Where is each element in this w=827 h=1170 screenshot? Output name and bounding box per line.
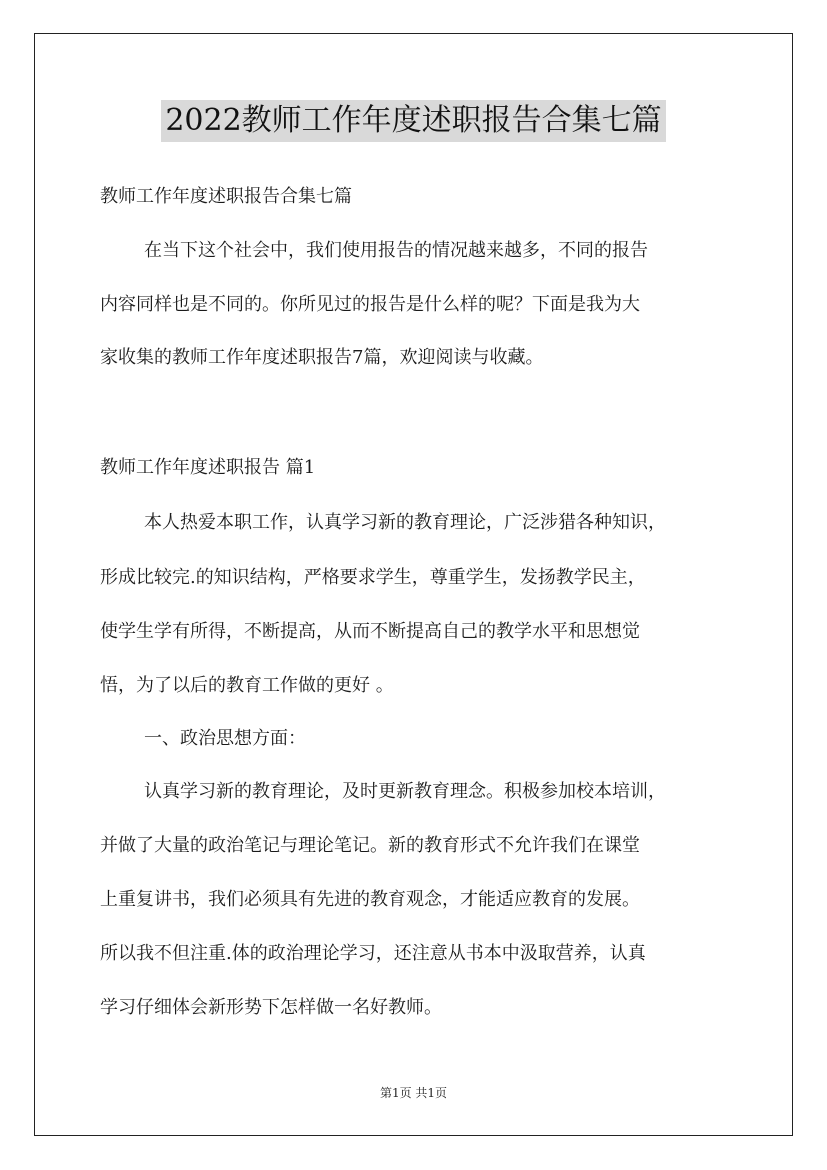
subheading-political: 一、政治思想方面： [144, 728, 306, 749]
para1-line-1: 本人热爱本职工作，认真学习新的教育理论，广泛涉猎各种知识， [144, 512, 666, 533]
para2-line-4: 所以我不但注重.体的政治理论学习，还注意从书本中汲取营养，认真 [100, 943, 646, 964]
document-title: 2022教师工作年度述职报告合集七篇 [161, 100, 665, 142]
intro-line-2: 内容同样也是不同的。你所见过的报告是什么样的呢？下面是我为大 [100, 294, 640, 315]
para1-line-2: 形成比较完.的知识结构，严格要求学生，尊重学生，发扬教学民主， [100, 567, 646, 588]
intro-line-3: 家收集的教师工作年度述职报告7篇，欢迎阅读与收藏。 [100, 347, 544, 368]
para2-line-5: 学习仔细体会新形势下怎样做一名好教师。 [100, 997, 442, 1018]
intro-line-1: 在当下这个社会中，我们使用报告的情况越来越多，不同的报告 [144, 240, 648, 261]
para1-line-4: 悟，为了以后的教育工作做的更好 。 [100, 675, 394, 696]
page-number: 第1页 共1页 [379, 1086, 448, 1100]
title-container [0, 100, 827, 142]
section-heading: 教师工作年度述职报告 篇1 [100, 457, 316, 478]
para2-line-3: 上重复讲书，我们必须具有先进的教育观念，才能适应教育的发展。 [100, 889, 640, 910]
para2-line-1: 认真学习新的教育理论，及时更新教育理念。积极参加校本培训， [144, 781, 666, 802]
para1-line-3: 使学生学有所得，不断提高，从而不断提高自己的教学水平和思想觉 [100, 621, 640, 642]
para2-line-2: 并做了大量的政治笔记与理论笔记。新的教育形式不允许我们在课堂 [100, 835, 640, 856]
document-subtitle: 教师工作年度述职报告合集七篇 [100, 186, 352, 207]
